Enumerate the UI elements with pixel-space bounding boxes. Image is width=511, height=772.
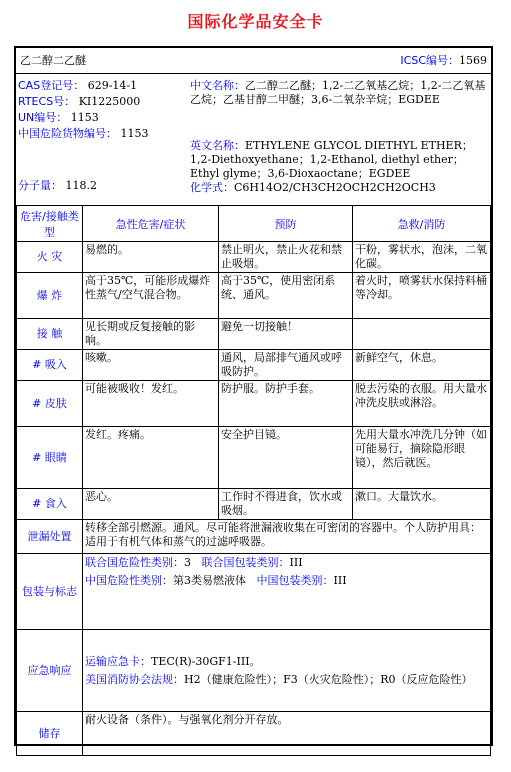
- prevention-cell: 避免一切接触！: [219, 319, 353, 350]
- col-header: 预防: [219, 206, 353, 242]
- storage-text: 耐火设备（条件）。与强氧化剂分开存放。: [83, 712, 491, 756]
- hazard-table: [16, 205, 491, 756]
- hazard-cell: 高于35℃，可能形成爆炸性蒸气/空气混合物。: [83, 273, 219, 319]
- cas-number: CAS登记号： 629-14-1: [18, 79, 138, 92]
- divider: [16, 73, 491, 74]
- hazard-cell: 见长期或反复接触的影响。: [83, 319, 219, 350]
- col-header: 危害/接触类型: [17, 206, 83, 242]
- packaging-info: 联合国危险性类别：3 联合国包装类别：III 中国危险性类别：第3类易燃液体 中国包装类别：III: [83, 554, 491, 630]
- english-name: 英文名称：ETHYLENE GLYCOL DIETHYL ETHER；1,2-Diethoxyethane；1,2-Ethanol, diethyl ether；Ethyl glyme；3,6-Dioxaoctane；EGDEE: [190, 139, 473, 180]
- molecular-weight: 分子量： 118.2: [18, 179, 97, 192]
- prevention-cell: 安全护目镜。: [219, 427, 353, 489]
- table-row: [17, 381, 491, 427]
- table-row: [17, 273, 491, 319]
- safety-card: [14, 46, 493, 746]
- hazard-cell: 咳嗽。: [83, 350, 219, 381]
- storage-row: [17, 712, 491, 756]
- hazard-cell: 可能被吸收！发红。: [83, 381, 219, 427]
- prevention-cell: 工作时不得进食，饮水或吸烟。: [219, 489, 353, 520]
- hazard-type: # 皮肤: [17, 381, 83, 427]
- col-header: 急性危害/症状: [83, 206, 219, 242]
- hazard-cell: 易燃的。: [83, 242, 219, 273]
- chemical-name: 乙二醇二乙醚: [20, 54, 86, 67]
- hazard-cell: 发红。疼痛。: [83, 427, 219, 489]
- un-number: UN编号： 1153: [18, 111, 99, 124]
- spill-text: 转移全部引燃源。通风。尽可能将泄漏液收集在可密闭的容器中。个人防护用具：适用于有机气体和蒸气的过滤呼吸器。: [83, 520, 491, 554]
- emergency-label: 应急响应: [17, 630, 83, 712]
- aid-cell: 漱口。大量饮水。: [353, 489, 491, 520]
- aid-cell: 着火时，喷雾状水保持料桶等冷却。: [353, 273, 491, 319]
- spill-label: 泄漏处置: [17, 520, 83, 554]
- hazard-type: # 吸入: [17, 350, 83, 381]
- hazard-type: 火 灾: [17, 242, 83, 273]
- spill-row: [17, 520, 491, 554]
- table-row: [17, 242, 491, 273]
- card-title: 国际化学品安全卡: [187, 12, 324, 31]
- table-row: [17, 427, 491, 489]
- table-row: [17, 319, 491, 350]
- emergency-info: 运输应急卡：TEC(R)-30GF1-III。 美国消防协会法规：H2（健康危险性）；F3（火灾危险性）；R0（反应危险性）: [83, 630, 491, 712]
- storage-label: 储存: [17, 712, 83, 756]
- hazard-type: # 食入: [17, 489, 83, 520]
- prevention-cell: 高于35℃，使用密闭系统、通风。: [219, 273, 353, 319]
- emergency-row: [17, 630, 491, 712]
- rtecs-number: RTECS号： KI1225000: [18, 95, 141, 108]
- hazard-type: 接 触: [17, 319, 83, 350]
- chinese-name: 中文名称：乙二醇二乙醚；1,2-二乙氧基乙烷；1,2-二乙氧基乙烷；乙基甘醇二甲醚；3,6-二氧杂辛烷；EGDEE: [190, 79, 486, 106]
- prevention-cell: 防护服。防护手套。: [219, 381, 353, 427]
- chemical-formula: 化学式：C6H14O2/CH3CH2OCH2CH2OCH3: [190, 181, 436, 194]
- hazard-type: # 眼睛: [17, 427, 83, 489]
- icsc-number: ICSC编号：1569: [400, 54, 487, 67]
- hazard-cell: 恶心。: [83, 489, 219, 520]
- hazard-type: 爆 炸: [17, 273, 83, 319]
- table-row: [17, 350, 491, 381]
- cn-dangerous-goods-number: 中国危险货物编号： 1153: [18, 127, 149, 140]
- prevention-cell: 通风，局部排气通风或呼吸防护。: [219, 350, 353, 381]
- prevention-cell: 禁止明火，禁止火花和禁止吸烟。: [219, 242, 353, 273]
- table-row: [17, 489, 491, 520]
- packaging-row: [17, 554, 491, 630]
- col-header: 急救/消防: [353, 206, 491, 242]
- aid-cell: 干粉，雾状水，泡沫，二氧化碳。: [353, 242, 491, 273]
- aid-cell: 新鲜空气，休息。: [353, 350, 491, 381]
- aid-cell: [353, 319, 491, 350]
- packaging-label: 包装与标志: [17, 554, 83, 630]
- aid-cell: 脱去污染的衣服。用大量水冲洗皮肤或淋浴。: [353, 381, 491, 427]
- aid-cell: 先用大量水冲洗几分钟（如可能易行，摘除隐形眼镜），然后就医。: [353, 427, 491, 489]
- table-header-row: [17, 206, 491, 242]
